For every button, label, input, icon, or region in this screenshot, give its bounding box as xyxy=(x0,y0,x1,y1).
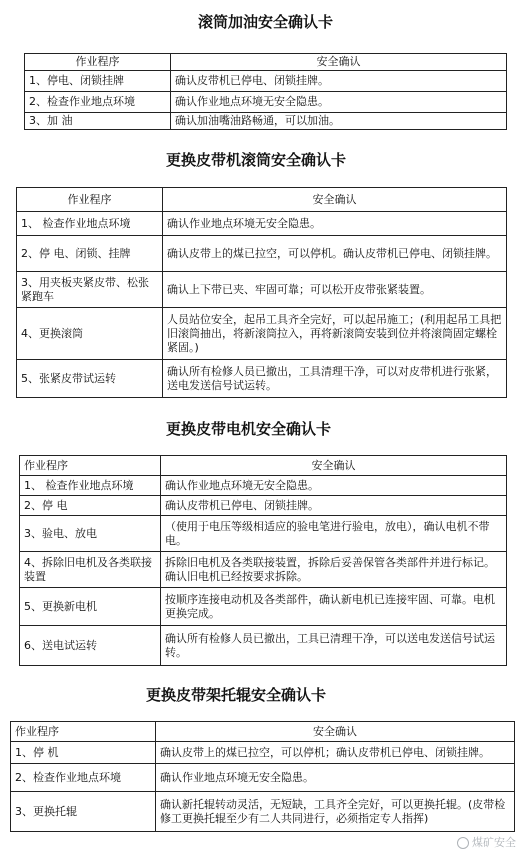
table-header-row xyxy=(17,188,507,212)
step-cell: 2、停 电、闭锁、挂牌 xyxy=(17,236,163,272)
confirm-cell: 确认皮带机已停电、闭锁挂牌。 xyxy=(161,496,507,516)
table-header-row xyxy=(20,456,507,476)
step-cell: 1、 检查作业地点环境 xyxy=(17,212,163,236)
confirm-cell: 确认作业地点环境无安全隐患。 xyxy=(171,92,507,113)
table-row xyxy=(20,516,507,552)
table-header-row xyxy=(25,54,507,71)
column-header-step: 作业程序 xyxy=(25,54,171,71)
step-cell: 3、用夹板夹紧皮带、松张紧跑车 xyxy=(17,272,163,308)
confirm-cell: 确认作业地点环境无安全隐患。 xyxy=(161,476,507,496)
card-title: 更换皮带电机安全确认卡 xyxy=(166,420,332,438)
column-header-confirm: 安全确认 xyxy=(163,188,507,212)
column-header-step: 作业程序 xyxy=(20,456,161,476)
step-cell: 4、拆除旧电机及各类联接装置 xyxy=(20,552,161,588)
step-cell: 2、检查作业地点环境 xyxy=(25,92,171,113)
step-cell: 6、送电试运转 xyxy=(20,626,161,666)
safety-table xyxy=(24,53,507,130)
column-header-confirm: 安全确认 xyxy=(161,456,507,476)
confirm-cell: 确认作业地点环境无安全隐患。 xyxy=(156,764,515,792)
table-row xyxy=(20,552,507,588)
table-row xyxy=(11,742,515,764)
confirm-cell: 确认加油嘴油路畅通，可以加油。 xyxy=(171,113,507,130)
confirm-cell: 拆除旧电机及各类联接装置，拆除后妥善保管各类部件并进行标记。确认旧电机已经按要求拆除。 xyxy=(161,552,507,588)
confirm-cell: 确认上下带已夹、牢固可靠；可以松开皮带张紧装置。 xyxy=(163,272,507,308)
table-row xyxy=(20,626,507,666)
step-cell: 5、张紧皮带试运转 xyxy=(17,360,163,398)
step-cell: 3、验电、放电 xyxy=(20,516,161,552)
confirm-cell: 人员站位安全，起吊工具齐全完好，可以起吊施工；(利用起吊工具把旧滚筒抽出，将新滚筒拉入，再将新滚筒安装到位并将滚筒固定螺栓紧固。) xyxy=(163,308,507,360)
table-row xyxy=(11,792,515,832)
confirm-cell: 确认新托辊转动灵活，无短缺，工具齐全完好，可以更换托辊。(皮带检修工更换托辊至少有二人共同进行，必须指定专人指挥) xyxy=(156,792,515,832)
watermark-text: 煤矿安全 xyxy=(472,836,516,849)
watermark xyxy=(457,834,516,850)
step-cell: 3、加 油 xyxy=(25,113,171,130)
column-header-step: 作业程序 xyxy=(11,722,156,742)
step-cell: 4、更换滚筒 xyxy=(17,308,163,360)
confirm-cell: 确认皮带机已停电、闭锁挂牌。 xyxy=(171,71,507,92)
column-header-confirm: 安全确认 xyxy=(156,722,515,742)
confirm-cell: 确认作业地点环境无安全隐患。 xyxy=(163,212,507,236)
table-row xyxy=(17,212,507,236)
column-header-step: 作业程序 xyxy=(17,188,163,212)
wechat-icon xyxy=(457,837,469,849)
confirm-cell: （使用于电压等级相适应的验电笔进行验电，放电），确认电机不带电。 xyxy=(161,516,507,552)
table-row xyxy=(20,588,507,626)
table-row xyxy=(20,496,507,516)
step-cell: 1、停 机 xyxy=(11,742,156,764)
step-cell: 3、更换托辊 xyxy=(11,792,156,832)
step-cell: 5、更换新电机 xyxy=(20,588,161,626)
step-cell: 2、检查作业地点环境 xyxy=(11,764,156,792)
table-header-row xyxy=(11,722,515,742)
card-title: 更换皮带机滚筒安全确认卡 xyxy=(166,151,347,169)
table-row xyxy=(25,71,507,92)
confirm-cell: 确认皮带上的煤已拉空，可以停机；确认皮带机已停电、闭锁挂牌。 xyxy=(156,742,515,764)
table-row xyxy=(17,360,507,398)
confirm-cell: 确认所有检修人员已撤出，工具已清理干净，可以送电发送信号试运转。 xyxy=(161,626,507,666)
table-row xyxy=(17,236,507,272)
safety-table xyxy=(10,721,515,832)
safety-table xyxy=(16,187,507,398)
table-row xyxy=(25,113,507,130)
table-row xyxy=(17,272,507,308)
table-row xyxy=(11,764,515,792)
card-title: 滚筒加油安全确认卡 xyxy=(198,13,334,31)
step-cell: 1、 检查作业地点环境 xyxy=(20,476,161,496)
step-cell: 2、停 电 xyxy=(20,496,161,516)
confirm-cell: 按顺序连接电动机及各类部件，确认新电机已连接牢固、可靠。电机更换完成。 xyxy=(161,588,507,626)
card-title: 更换皮带架托辊安全确认卡 xyxy=(146,686,327,704)
step-cell: 1、停电、闭锁挂牌 xyxy=(25,71,171,92)
confirm-cell: 确认皮带上的煤已拉空，可以停机。确认皮带机已停电、闭锁挂牌。 xyxy=(163,236,507,272)
confirm-cell: 确认所有检修人员已撤出，工具清理干净，可以对皮带机进行张紧，送电发送信号试运转。 xyxy=(163,360,507,398)
table-row xyxy=(17,308,507,360)
column-header-confirm: 安全确认 xyxy=(171,54,507,71)
table-row xyxy=(25,92,507,113)
safety-table xyxy=(19,455,507,666)
table-row xyxy=(20,476,507,496)
